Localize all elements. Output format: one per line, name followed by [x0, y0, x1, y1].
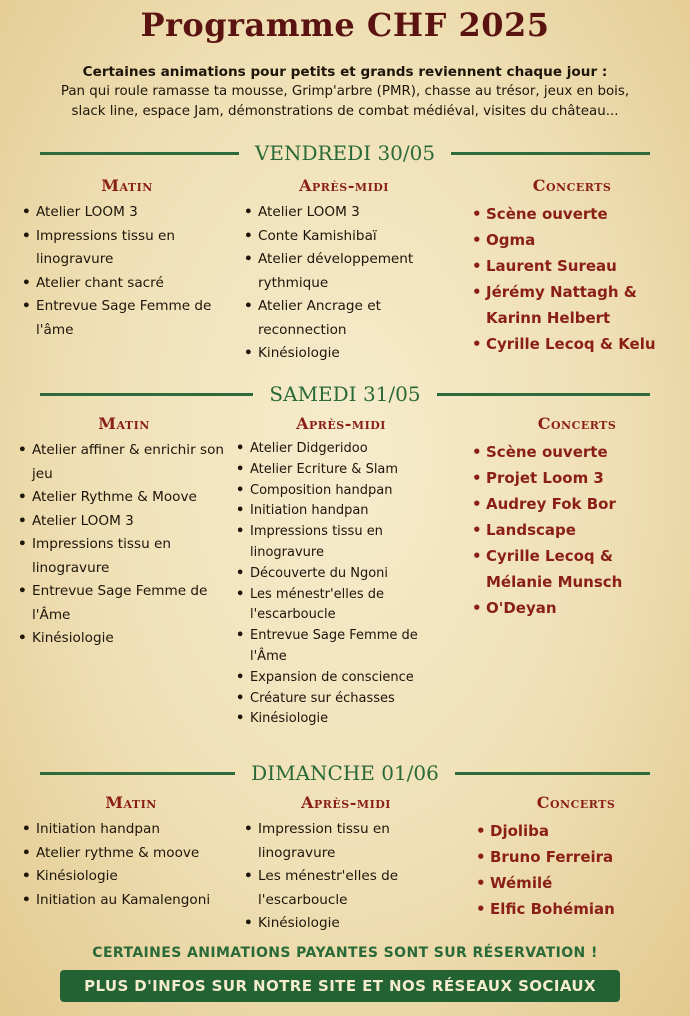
activity-item: • Atelier LOOM 3 — [22, 201, 232, 225]
intro-text — [0, 62, 690, 122]
column-title: Après-midi — [301, 793, 391, 812]
friday-morning-column — [22, 176, 232, 342]
activity-item: • Impression tissu en linogravure — [244, 818, 448, 865]
activity-item: • Atelier Didgeridoo — [236, 439, 446, 460]
intro-line-3: slack line, espace Jam, démonstrations de combat médiéval, visites du château... — [71, 104, 619, 119]
activity-item: • Atelier LOOM 3 — [244, 201, 444, 225]
activity-item: • Découverte du Ngoni — [236, 564, 446, 585]
activity-item: • Atelier Rythme & Moove — [18, 486, 230, 510]
concert-item: • Cyrille Lecoq & Mélanie Munsch — [472, 543, 682, 595]
day-header-saturday — [40, 380, 650, 408]
column-title: Matin — [101, 176, 153, 195]
day-label: SAMEDI 31/05 — [269, 382, 421, 406]
concert-item: • Projet Loom 3 — [472, 465, 682, 491]
saturday-afternoon-column — [236, 414, 446, 730]
concert-item: • Scène ouverte — [472, 201, 672, 227]
activity-item: • Conte Kamishibaï — [244, 225, 444, 249]
column-title: Concerts — [532, 176, 612, 195]
activity-list — [244, 201, 444, 366]
activity-item: • Kinésiologie — [244, 912, 448, 936]
day-header-sunday — [40, 759, 650, 787]
column-title: Matin — [98, 414, 150, 433]
activity-item: • Atelier Ecriture & Slam — [236, 460, 446, 481]
activity-item: • Atelier LOOM 3 — [18, 510, 230, 534]
sunday-afternoon-column — [244, 793, 448, 936]
activity-item: • Les ménestr'elles de l'escarboucle — [236, 585, 446, 627]
activity-item: • Atelier Ancrage et reconnection — [244, 295, 444, 342]
saturday-concerts-column — [472, 414, 682, 621]
concert-item: • Wémilé — [476, 870, 676, 896]
activity-item: • Initiation au Kamalengoni — [22, 889, 240, 913]
concert-item: • O'Deyan — [472, 595, 682, 621]
activity-list — [18, 439, 230, 651]
activity-item: • Kinésiologie — [244, 342, 444, 366]
concert-item: • Scène ouverte — [472, 439, 682, 465]
day-label: DIMANCHE 01/06 — [251, 761, 439, 785]
day-label: VENDREDI 30/05 — [254, 141, 436, 165]
activity-item: • Impressions tissu en linogravure — [22, 225, 232, 272]
activity-item: • Kinésiologie — [236, 709, 446, 730]
concert-item: • Djoliba — [476, 818, 676, 844]
saturday-morning-column — [18, 414, 230, 651]
concert-list — [476, 818, 676, 922]
activity-item: • Initiation handpan — [236, 501, 446, 522]
friday-concerts-column — [472, 176, 672, 357]
concert-item: • Elfic Bohémian — [476, 896, 676, 922]
friday-afternoon-column — [244, 176, 444, 366]
activity-item: • Entrevue Sage Femme de l'âme — [22, 295, 232, 342]
concert-item: • Bruno Ferreira — [476, 844, 676, 870]
sunday-concerts-column — [476, 793, 676, 922]
concert-list — [472, 439, 682, 621]
concert-item: • Jérémy Nattagh & Karinn Helbert — [472, 279, 672, 331]
divider-line — [455, 772, 650, 775]
activity-item: • Atelier chant sacré — [22, 272, 232, 296]
activity-item: • Atelier rythme & moove — [22, 842, 240, 866]
activity-item: • Entrevue Sage Femme de l'Âme — [236, 626, 446, 668]
activity-list — [22, 201, 232, 342]
activity-item: • Impressions tissu en linogravure — [236, 522, 446, 564]
activity-item: • Initiation handpan — [22, 818, 240, 842]
activity-item: • Les ménestr'elles de l'escarboucle — [244, 865, 448, 912]
column-title: Concerts — [537, 414, 617, 433]
concert-item: • Audrey Fok Bor — [472, 491, 682, 517]
activity-item: • Expansion de conscience — [236, 668, 446, 689]
page-title: Programme CHF 2025 — [140, 6, 550, 44]
column-title: Matin — [105, 793, 157, 812]
divider-line — [451, 152, 650, 155]
activity-item: • Kinésiologie — [18, 627, 230, 651]
activity-item: • Atelier affiner & enrichir son jeu — [18, 439, 230, 486]
activity-item: • Impressions tissu en linogravure — [18, 533, 230, 580]
activity-item: • Composition handpan — [236, 481, 446, 502]
divider-line — [40, 152, 239, 155]
activity-item: • Entrevue Sage Femme de l'Âme — [18, 580, 230, 627]
info-banner: PLUS D'INFOS SUR NOTRE SITE ET NOS RÉSEAUX SOCIAUX — [60, 970, 620, 1002]
sunday-morning-column — [22, 793, 240, 912]
reservation-notice: CERTAINES ANIMATIONS PAYANTES SONT SUR RÉSERVATION ! — [92, 945, 598, 961]
activity-list — [244, 818, 448, 936]
activity-item: • Créature sur échasses — [236, 689, 446, 710]
activity-item: • Atelier développement rythmique — [244, 248, 444, 295]
day-header-friday — [40, 139, 650, 167]
concert-item: • Landscape — [472, 517, 682, 543]
divider-line — [40, 393, 253, 396]
column-title: Après-midi — [296, 414, 386, 433]
activity-item: • Kinésiologie — [22, 865, 240, 889]
concert-list — [472, 201, 672, 357]
concert-item: • Cyrille Lecoq & Kelu — [472, 331, 672, 357]
concert-item: • Ogma — [472, 227, 672, 253]
intro-line-1: Certaines animations pour petits et grands reviennent chaque jour : — [82, 64, 608, 80]
column-title: Après-midi — [299, 176, 389, 195]
activity-list — [236, 439, 446, 730]
concert-item: • Laurent Sureau — [472, 253, 672, 279]
divider-line — [40, 772, 235, 775]
column-title: Concerts — [536, 793, 616, 812]
divider-line — [437, 393, 650, 396]
activity-list — [22, 818, 240, 912]
intro-line-2: Pan qui roule ramasse ta mousse, Grimp'arbre (PMR), chasse au trésor, jeux en bois, — [60, 84, 630, 99]
